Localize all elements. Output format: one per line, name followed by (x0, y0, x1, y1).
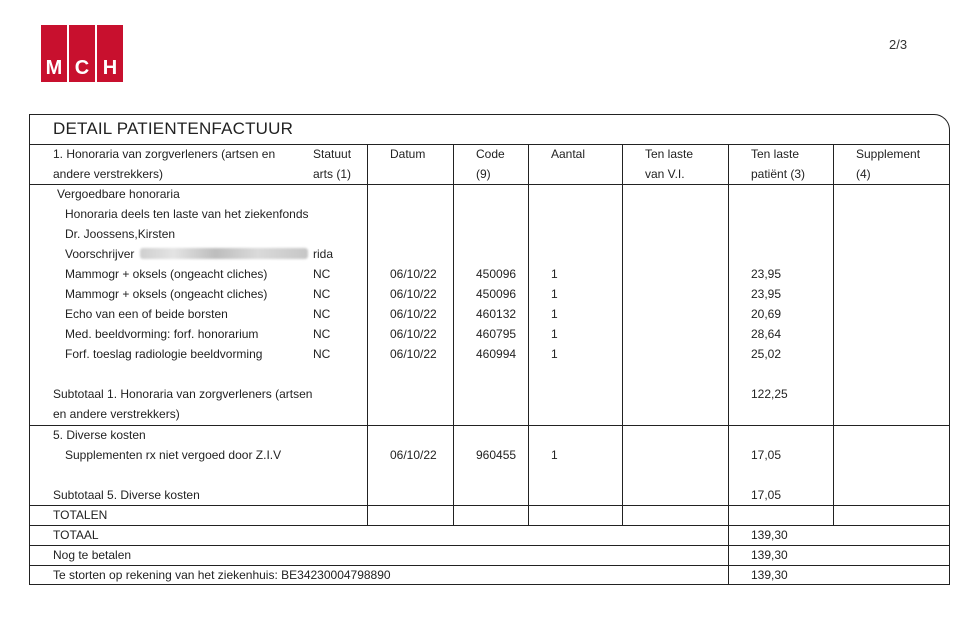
row-code: 460795 (476, 327, 517, 341)
row-aantal: 1 (551, 347, 558, 361)
row-patient: 28,64 (751, 327, 782, 341)
row-desc: Forf. toeslag radiologie beeldvorming (65, 347, 263, 361)
nog-te-betalen-label: Nog te betalen (53, 548, 132, 562)
col-header-statuut: arts (1) (313, 167, 352, 181)
mch-logo (41, 25, 123, 82)
row-datum: 06/10/22 (390, 327, 437, 341)
row-statuut: NC (313, 287, 331, 301)
row-datum: 06/10/22 (390, 307, 437, 321)
rule-totalen-bottom (29, 525, 950, 526)
storten-label: Te storten op rekening van het ziekenhuis: BE34230004798890 (53, 568, 391, 582)
col-header-code: Code (476, 147, 505, 161)
row-datum: 06/10/22 (390, 267, 437, 281)
row-patient: 25,02 (751, 347, 782, 361)
row-desc: Echo van een of beide borsten (65, 307, 228, 321)
col-header-desc: 1. Honoraria van zorgverleners (artsen en (53, 147, 276, 161)
col-line (728, 144, 729, 585)
col-line (622, 144, 623, 525)
nog-te-betalen-value: 139,30 (751, 548, 788, 562)
row-code: 450096 (476, 287, 517, 301)
row-aantal: 1 (551, 307, 558, 321)
row-statuut: NC (313, 347, 331, 361)
page-number: 2/3 (889, 37, 908, 52)
row-aantal: 1 (551, 327, 558, 341)
row-datum: 06/10/22 (390, 287, 437, 301)
row-patient: 20,69 (751, 307, 782, 321)
col-header-aantal: Aantal (551, 147, 586, 161)
row-desc: Supplementen rx niet vergoed door Z.I.V (65, 448, 282, 462)
row-datum: 06/10/22 (390, 448, 437, 462)
col-line (528, 144, 529, 525)
col-line (367, 144, 368, 525)
rule-section5 (29, 425, 950, 426)
rule-totalen-top (29, 505, 950, 506)
row-patient: 17,05 (751, 448, 782, 462)
totalen-label: TOTALEN (53, 508, 108, 522)
col-header-desc: andere verstrekkers) (53, 167, 164, 181)
logo-letter: H (102, 57, 118, 79)
prescriber-suffix: rida (313, 247, 334, 261)
col-header-statuut: Statuut (313, 147, 352, 161)
rule-totaal-bottom (29, 545, 950, 546)
col-header-supplement: (4) (856, 167, 871, 181)
row-code: 960455 (476, 448, 517, 462)
col-line (453, 144, 454, 525)
row-desc: Mammogr + oksels (ongeacht cliches) (65, 287, 268, 301)
subtotal-value: 17,05 (751, 488, 782, 502)
row-desc: Mammogr + oksels (ongeacht cliches) (65, 267, 268, 281)
row-aantal: 1 (551, 287, 558, 301)
row-aantal: 1 (551, 267, 558, 281)
totaal-label: TOTAAL (53, 528, 99, 542)
logo-block-c (69, 25, 95, 82)
row-datum: 06/10/22 (390, 347, 437, 361)
row-patient: 23,95 (751, 287, 782, 301)
row-statuut: NC (313, 327, 331, 341)
subtotal-label: Subtotaal 1. Honoraria van zorgverleners (artsen (53, 387, 313, 401)
logo-block-h (97, 25, 123, 82)
totaal-value: 139,30 (751, 528, 788, 542)
row-code: 460132 (476, 307, 517, 321)
row-code: 460994 (476, 347, 517, 361)
col-header-supplement: Supplement (856, 147, 921, 161)
subtotal-value: 122,25 (751, 387, 788, 401)
group-label: Vergoedbare honoraria (57, 187, 180, 201)
col-header-vi: van V.I. (645, 167, 685, 181)
col-header-vi: Ten laste (645, 147, 694, 161)
col-header-code: (9) (476, 167, 491, 181)
row-desc: Med. beeldvorming: forf. honorarium (65, 327, 259, 341)
prescriber-label: Voorschrijver (65, 247, 135, 261)
row-patient: 23,95 (751, 267, 782, 281)
section5-title: 5. Diverse kosten (53, 428, 146, 442)
col-header-datum: Datum (390, 147, 426, 161)
col-line (833, 144, 834, 525)
storten-value: 139,30 (751, 568, 788, 582)
row-statuut: NC (313, 267, 331, 281)
col-header-patient: Ten laste (751, 147, 800, 161)
page-title: DETAIL PATIENTENFACTUUR (53, 119, 294, 138)
logo-block-m (41, 25, 67, 82)
subtotal-label: en andere verstrekkers) (53, 407, 180, 421)
row-code: 450096 (476, 267, 517, 281)
subtotal-label: Subtotaal 5. Diverse kosten (53, 488, 200, 502)
subgroup-label: Honoraria deels ten laste van het ziekenfonds (65, 207, 309, 221)
redacted-prescriber-name (140, 248, 308, 259)
row-statuut: NC (313, 307, 331, 321)
logo-letter: C (74, 57, 90, 79)
col-header-patient: patiënt (3) (751, 167, 806, 181)
row-aantal: 1 (551, 448, 558, 462)
logo-letter: M (45, 57, 63, 79)
doctor-name: Dr. Joossens,Kirsten (65, 227, 176, 241)
